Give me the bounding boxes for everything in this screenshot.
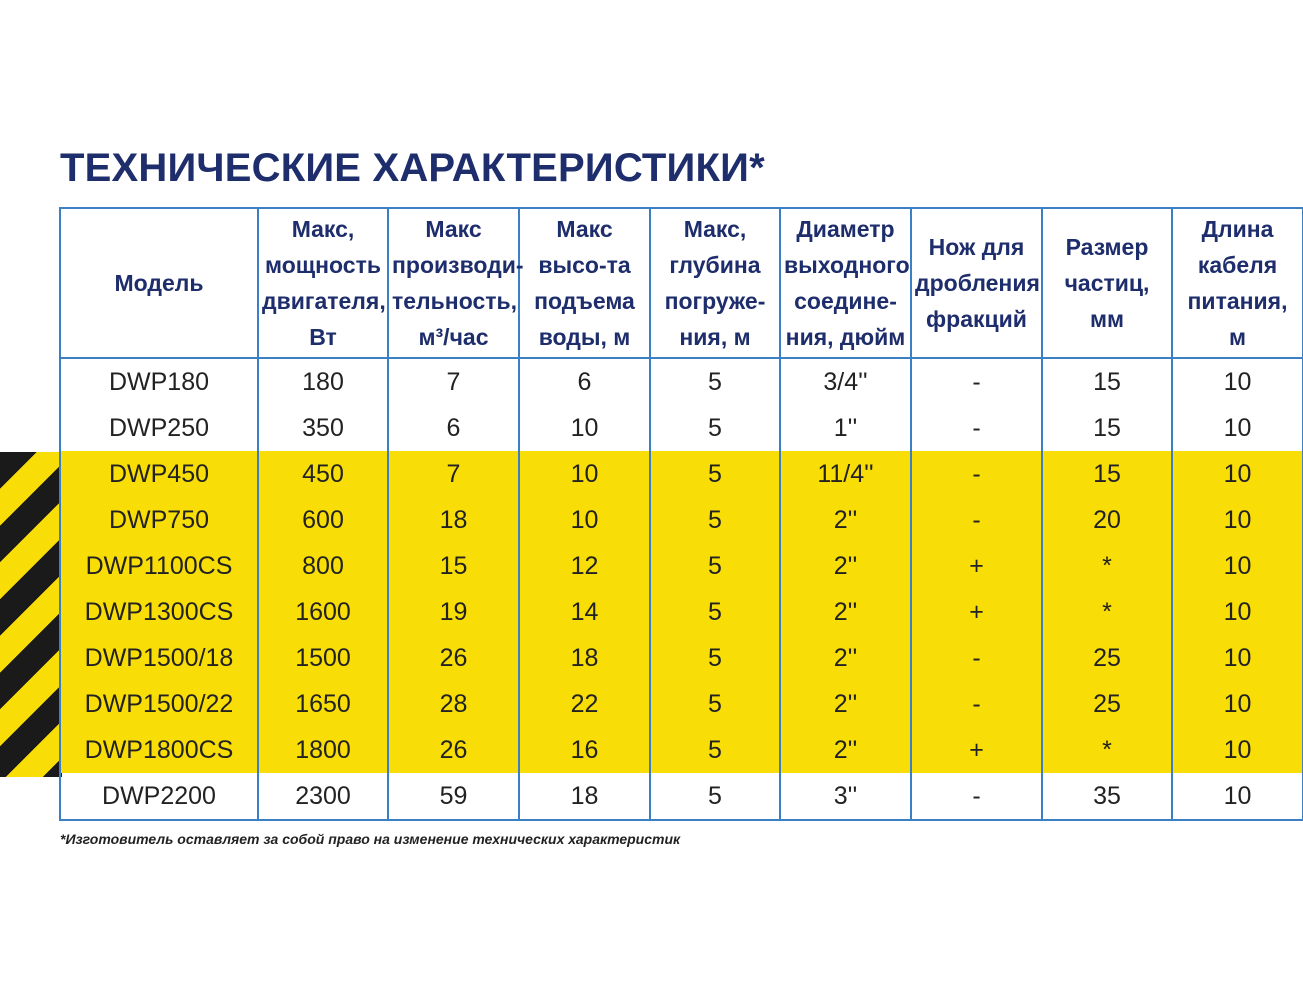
header-cell-outlet: Диаметр выходного соедине-ния, дюйм bbox=[780, 208, 911, 358]
cell-cable: 10 bbox=[1172, 451, 1303, 497]
cell-depth: 5 bbox=[650, 451, 780, 497]
cell-model: DWP1300CS bbox=[60, 589, 258, 635]
cell-cable: 10 bbox=[1172, 773, 1303, 820]
cell-depth: 5 bbox=[650, 543, 780, 589]
cell-power: 180 bbox=[258, 358, 388, 405]
cell-power: 1500 bbox=[258, 635, 388, 681]
spec-table bbox=[59, 207, 1303, 821]
header-cell-particle: Размер частиц, мм bbox=[1042, 208, 1172, 358]
cell-power: 2300 bbox=[258, 773, 388, 820]
table-row bbox=[60, 451, 1303, 497]
cell-cutter: - bbox=[911, 497, 1042, 543]
cell-cutter: - bbox=[911, 635, 1042, 681]
table-row bbox=[60, 635, 1303, 681]
cell-head: 18 bbox=[519, 773, 650, 820]
cell-model: DWP250 bbox=[60, 405, 258, 451]
cell-depth: 5 bbox=[650, 635, 780, 681]
cell-depth: 5 bbox=[650, 589, 780, 635]
cell-outlet: 2'' bbox=[780, 543, 911, 589]
cell-outlet: 3'' bbox=[780, 773, 911, 820]
cell-cutter: + bbox=[911, 543, 1042, 589]
cell-model: DWP1800CS bbox=[60, 727, 258, 773]
cell-cutter: - bbox=[911, 358, 1042, 405]
cell-particle: 35 bbox=[1042, 773, 1172, 820]
cell-power: 450 bbox=[258, 451, 388, 497]
cell-capacity: 26 bbox=[388, 635, 519, 681]
header-row bbox=[60, 208, 1303, 358]
cell-model: DWP1500/18 bbox=[60, 635, 258, 681]
table-row bbox=[60, 543, 1303, 589]
cell-head: 10 bbox=[519, 497, 650, 543]
cell-depth: 5 bbox=[650, 405, 780, 451]
cell-cable: 10 bbox=[1172, 589, 1303, 635]
cell-depth: 5 bbox=[650, 773, 780, 820]
cell-power: 1600 bbox=[258, 589, 388, 635]
cell-cable: 10 bbox=[1172, 405, 1303, 451]
cell-outlet: 1'' bbox=[780, 405, 911, 451]
cell-cutter: - bbox=[911, 405, 1042, 451]
cell-model: DWP750 bbox=[60, 497, 258, 543]
header-cell-model: Модель bbox=[60, 208, 258, 358]
cell-capacity: 15 bbox=[388, 543, 519, 589]
cell-outlet: 2'' bbox=[780, 681, 911, 727]
cell-depth: 5 bbox=[650, 358, 780, 405]
table-body bbox=[60, 358, 1303, 820]
cell-power: 800 bbox=[258, 543, 388, 589]
cell-particle: 20 bbox=[1042, 497, 1172, 543]
cell-particle: * bbox=[1042, 589, 1172, 635]
cell-model: DWP450 bbox=[60, 451, 258, 497]
cell-power: 1650 bbox=[258, 681, 388, 727]
cell-particle: * bbox=[1042, 727, 1172, 773]
header-cell-power: Макс, мощность двигателя, Вт bbox=[258, 208, 388, 358]
table-row bbox=[60, 589, 1303, 635]
cell-outlet: 2'' bbox=[780, 635, 911, 681]
table-row bbox=[60, 773, 1303, 820]
cell-model: DWP180 bbox=[60, 358, 258, 405]
cell-model: DWP1500/22 bbox=[60, 681, 258, 727]
cell-cable: 10 bbox=[1172, 358, 1303, 405]
cell-capacity: 19 bbox=[388, 589, 519, 635]
cell-outlet: 2'' bbox=[780, 727, 911, 773]
cell-cable: 10 bbox=[1172, 681, 1303, 727]
cell-capacity: 7 bbox=[388, 358, 519, 405]
header-cell-depth: Макс, глубина погруже-ния, м bbox=[650, 208, 780, 358]
cell-cutter: + bbox=[911, 589, 1042, 635]
cell-head: 12 bbox=[519, 543, 650, 589]
cell-head: 14 bbox=[519, 589, 650, 635]
cell-capacity: 7 bbox=[388, 451, 519, 497]
cell-capacity: 26 bbox=[388, 727, 519, 773]
cell-model: DWP2200 bbox=[60, 773, 258, 820]
cell-head: 16 bbox=[519, 727, 650, 773]
cell-power: 350 bbox=[258, 405, 388, 451]
cell-outlet: 2'' bbox=[780, 497, 911, 543]
cell-head: 6 bbox=[519, 358, 650, 405]
cell-head: 18 bbox=[519, 635, 650, 681]
cell-capacity: 59 bbox=[388, 773, 519, 820]
cell-capacity: 6 bbox=[388, 405, 519, 451]
cell-particle: * bbox=[1042, 543, 1172, 589]
cell-cutter: - bbox=[911, 681, 1042, 727]
table-row bbox=[60, 681, 1303, 727]
cell-capacity: 28 bbox=[388, 681, 519, 727]
cell-capacity: 18 bbox=[388, 497, 519, 543]
cell-outlet: 2'' bbox=[780, 589, 911, 635]
cell-cable: 10 bbox=[1172, 635, 1303, 681]
header-cell-cutter: Нож для дробления фракций bbox=[911, 208, 1042, 358]
page-title: ТЕХНИЧЕСКИЕ ХАРАКТЕРИСТИКИ* bbox=[60, 146, 765, 190]
cell-head: 10 bbox=[519, 405, 650, 451]
cell-cable: 10 bbox=[1172, 727, 1303, 773]
table-row bbox=[60, 358, 1303, 405]
cell-particle: 15 bbox=[1042, 358, 1172, 405]
table-row bbox=[60, 497, 1303, 543]
header-cell-cable: Длина кабеля питания, м bbox=[1172, 208, 1303, 358]
cell-particle: 25 bbox=[1042, 681, 1172, 727]
cell-particle: 25 bbox=[1042, 635, 1172, 681]
cell-power: 1800 bbox=[258, 727, 388, 773]
hazard-stripes bbox=[0, 452, 62, 777]
header-cell-capacity: Макс производи-тельность, м³/час bbox=[388, 208, 519, 358]
cell-head: 10 bbox=[519, 451, 650, 497]
cell-depth: 5 bbox=[650, 681, 780, 727]
cell-cutter: - bbox=[911, 773, 1042, 820]
cell-particle: 15 bbox=[1042, 451, 1172, 497]
footnote: *Изготовитель оставляет за собой право на изменение технических характеристик bbox=[60, 831, 681, 847]
table-row bbox=[60, 405, 1303, 451]
cell-cutter: + bbox=[911, 727, 1042, 773]
cell-depth: 5 bbox=[650, 727, 780, 773]
cell-outlet: 11/4'' bbox=[780, 451, 911, 497]
table-row bbox=[60, 727, 1303, 773]
cell-cable: 10 bbox=[1172, 543, 1303, 589]
cell-head: 22 bbox=[519, 681, 650, 727]
header-cell-head: Макс высо-та подъема воды, м bbox=[519, 208, 650, 358]
cell-model: DWP1100CS bbox=[60, 543, 258, 589]
cell-depth: 5 bbox=[650, 497, 780, 543]
cell-cutter: - bbox=[911, 451, 1042, 497]
cell-cable: 10 bbox=[1172, 497, 1303, 543]
cell-power: 600 bbox=[258, 497, 388, 543]
cell-outlet: 3/4'' bbox=[780, 358, 911, 405]
cell-particle: 15 bbox=[1042, 405, 1172, 451]
